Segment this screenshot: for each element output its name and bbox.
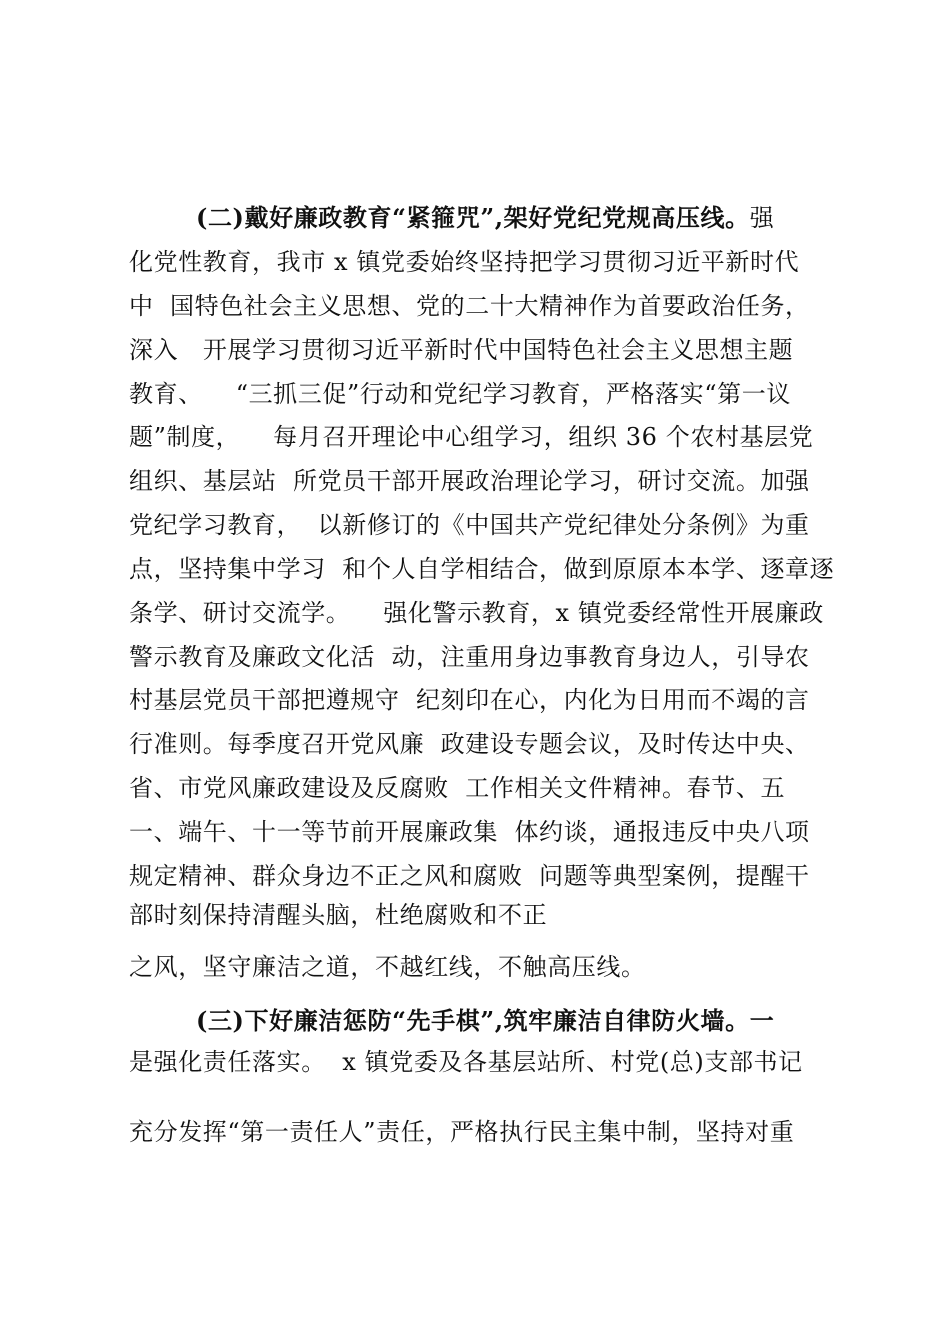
section3-heading-tail: 一 — [749, 1006, 775, 1035]
section3-line: 充分发挥“第一责任人”责任，严格执行民主集中制，坚持对重 — [129, 1118, 795, 1146]
section2-line: 教育、 “三抓三促”行动和党纪学习教育，严格落实“第一议 — [129, 380, 791, 408]
section2-line: 省、市党风廉政建设及反腐败 工作相关文件精神。春节、五 — [129, 774, 786, 802]
section2-heading: (二)戴好廉政教育“紧箍咒”,架好党纪党规高压线。 — [196, 203, 750, 232]
section2-line: 组织、基层站 所党员干部开展政治理论学习，研讨交流。加强 — [129, 467, 810, 495]
section2-line: 党纪学习教育， 以新修订的《中国共产党纪律处分条例》为重 — [129, 511, 810, 539]
section2-line: 行准则。每季度召开党风廉 政建设专题会议，及时传达中央、 — [129, 730, 810, 758]
section2-line: 条学、研讨交流学。 强化警示教育，x 镇党委经常性开展廉政 — [129, 599, 824, 627]
section3-heading: (三)下好廉洁惩防“先手棋”,筑牢廉洁自律防火墙。 — [196, 1006, 750, 1035]
section2-line: 点，坚持集中学习 和个人自学相结合，做到原原本本学、逐章逐 — [129, 555, 835, 583]
section2-line: 规定精神、群众身边不正之风和腐败 问题等典型案例，提醒干 — [129, 862, 810, 890]
section2-heading-tail: 强 — [749, 204, 775, 232]
section2-line: 部时刻保持清醒头脑，杜绝腐败和不正 — [129, 901, 548, 929]
section2-closing-line: 之风，坚守廉洁之道，不越红线，不触高压线。 — [129, 953, 646, 981]
section3-heading-line — [196, 1004, 916, 1038]
section2-line: 题”制度， 每月召开理论中心组学习，组织 36 个农村基层党 — [129, 423, 814, 451]
section2-line: 警示教育及廉政文化活 动，注重用身边事教育身边人，引导农 — [129, 643, 810, 671]
section2-line: 村基层党员干部把遵规守 纪刻印在心，内化为日用而不竭的言 — [129, 686, 810, 714]
section2-line: 中 国特色社会主义思想、党的二十大精神作为首要政治任务， — [129, 292, 810, 320]
section2-line: 深入 开展学习贯彻习近平新时代中国特色社会主义思想主题 — [129, 336, 794, 364]
section2-heading-line — [196, 201, 916, 235]
section3-line: 是强化责任落实。 x 镇党委及各基层站所、村党(总)支部书记 — [129, 1048, 803, 1076]
section2-line: 一、端午、十一等节前开展廉政集 体约谈，通报违反中央八项 — [129, 818, 810, 846]
section2-line: 化党性教育，我市 x 镇党委始终坚持把学习贯彻习近平新时代 — [129, 248, 800, 276]
